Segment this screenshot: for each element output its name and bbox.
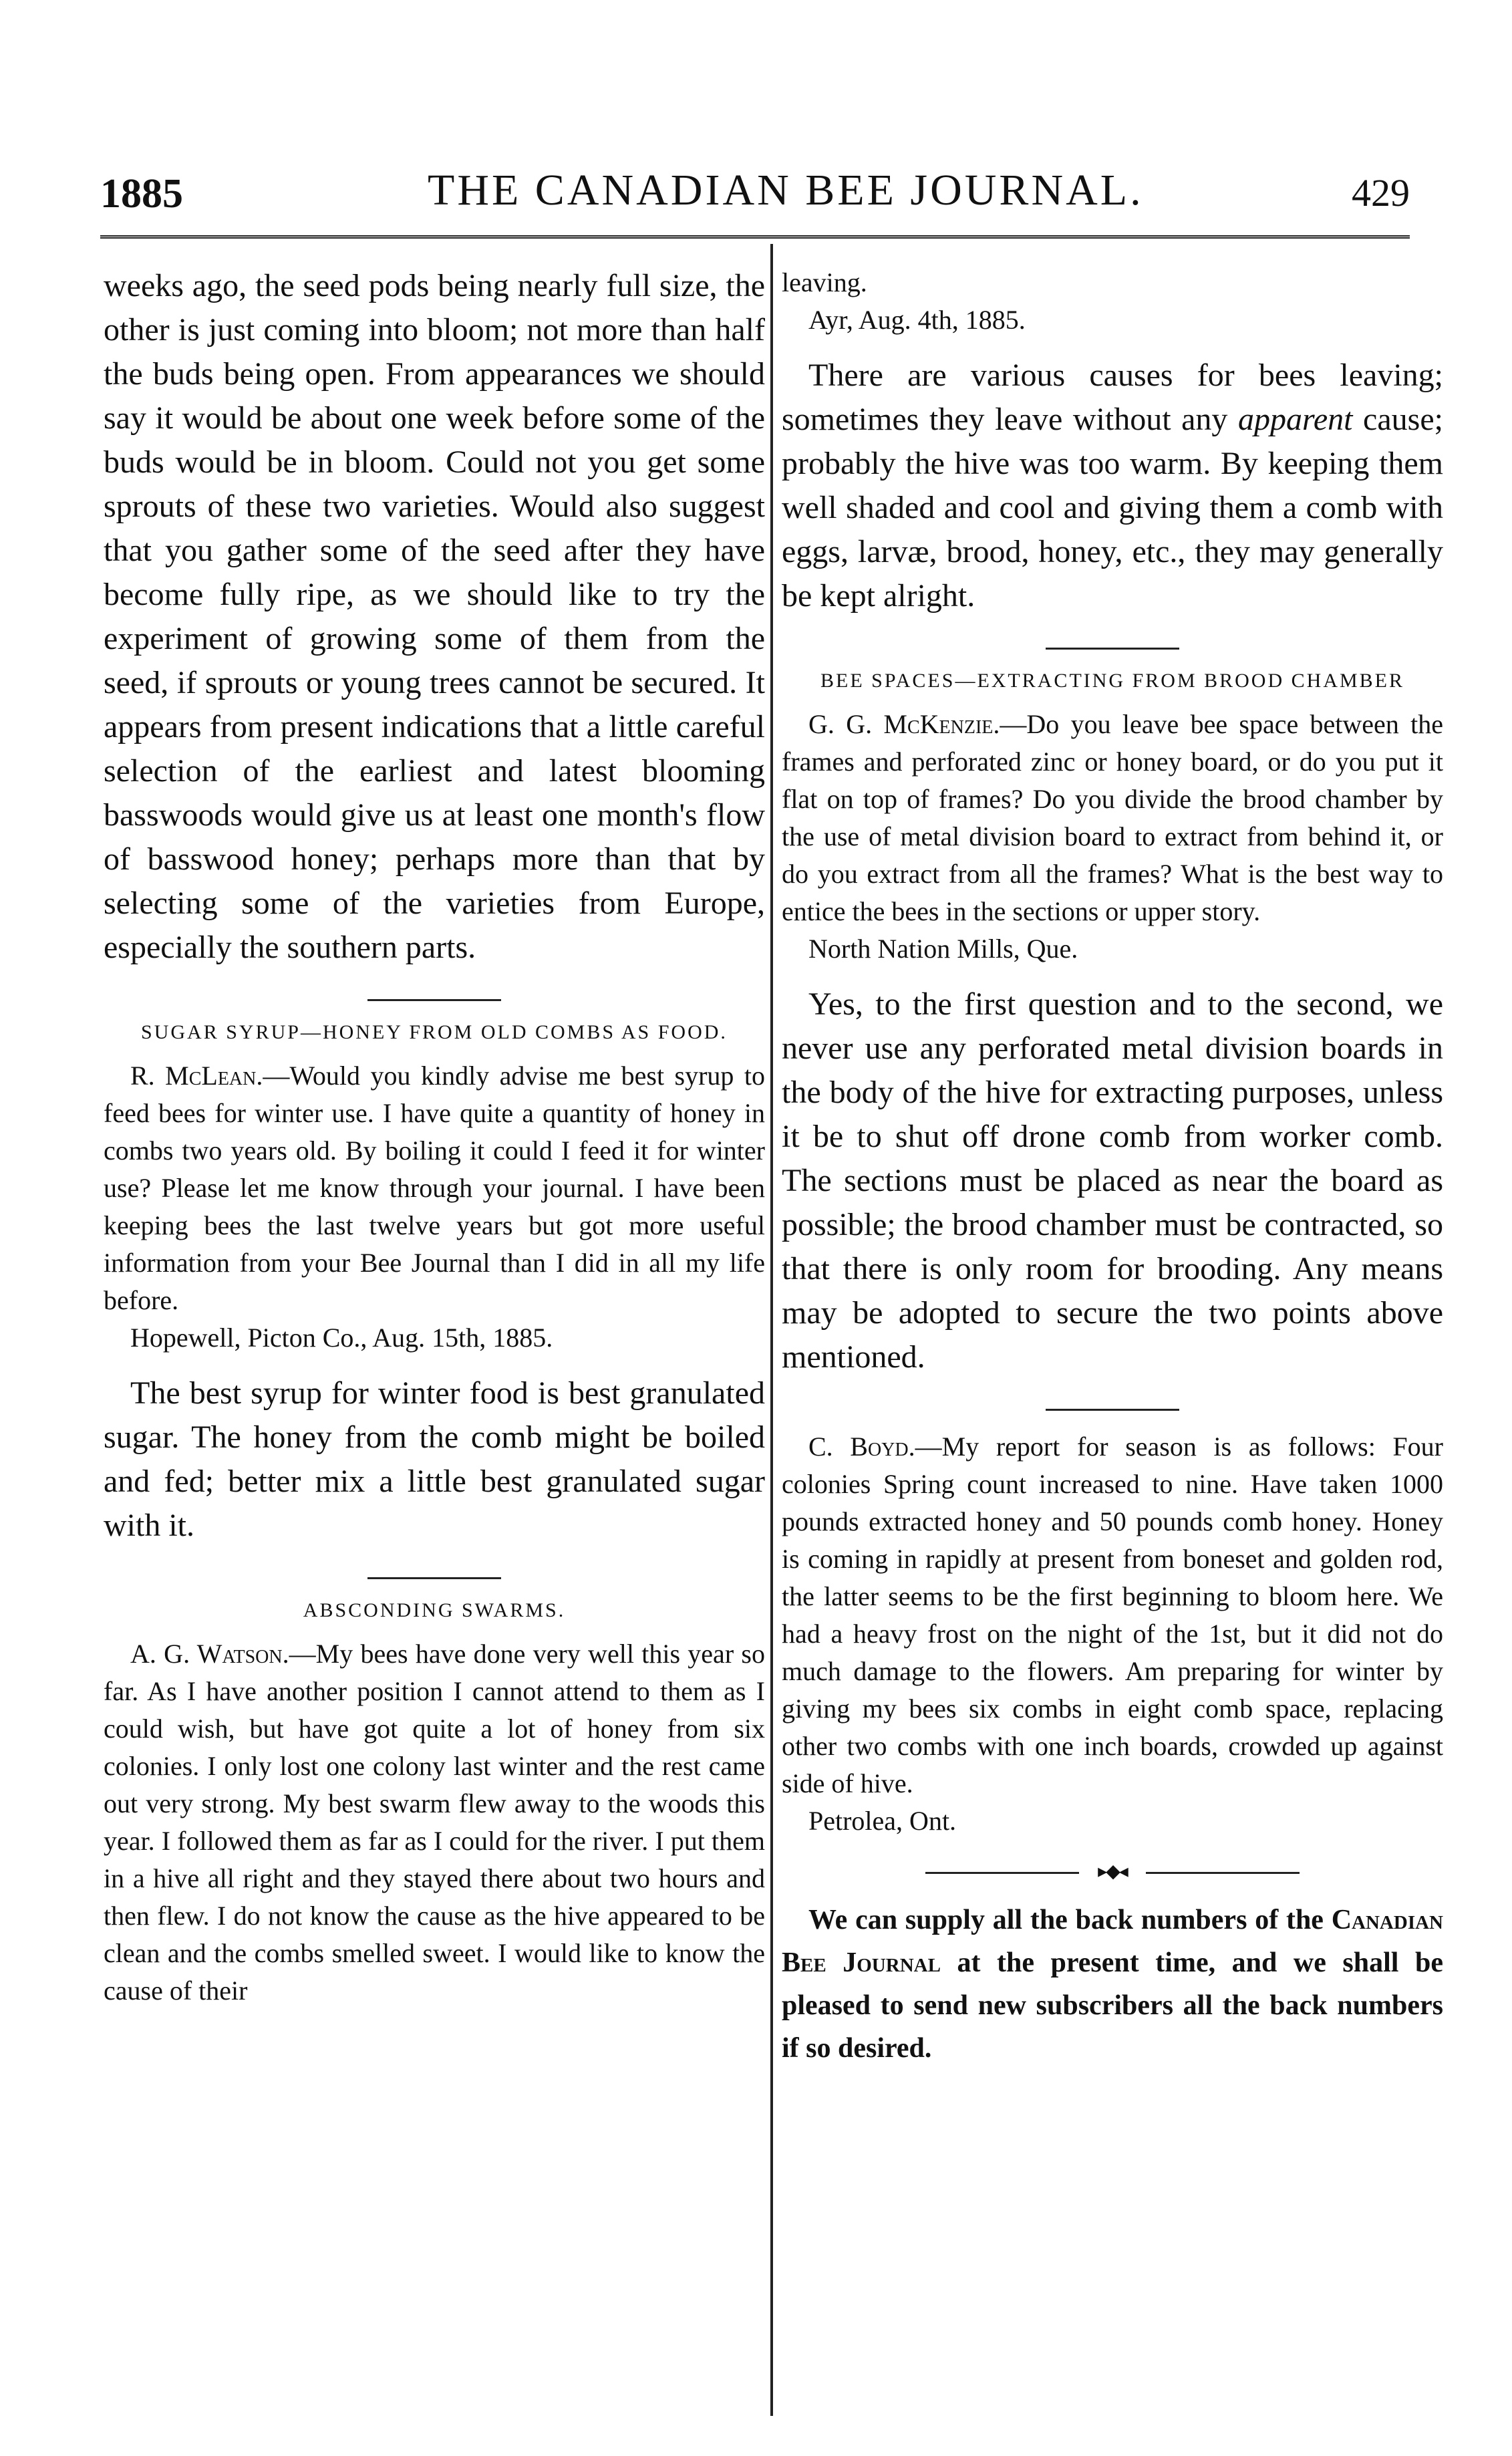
absconding-reply: There are various causes for bees leaving; sometimes they leave without any apparent cause; probably the hive was too warm. By keeping them well shaded and cool and giving them a comb with eggs, larvæ, brood, honey, etc., they may generally be kept alright. [782, 358, 1443, 613]
bee-spaces-letter [782, 706, 1443, 930]
continued-article-text: weeks ago, the seed pods being nearly full size, the other is just coming into bloom; not more than half the buds being open. From appearances we should say it would be about one week before some of the buds would be in bloom. Could not you get some sprouts of these two varieties. Would also suggest that you gather some of the seed after they have become fully ripe, as we should like to try the experiment of growing some of them from the seed, if sprouts or young trees cannot be secured. It appears from present indications that a little careful selection of the earliest and latest blooming basswoods would give us at least one month's flow of basswood honey; perhaps more than that by selecting some of the varieties from Europe, especially the southern parts. [104, 268, 765, 965]
journal-name: Canadian Bee Journal [782, 1905, 1443, 1978]
right-column [782, 264, 1443, 2070]
letter-body: —Would you kindly advise me best syrup to feed bees for winter use. I have quite a quantity of honey in combs two years old. By boiling it could I feed it for winter use? Please let me know through your journal. I have been keeping bees the last twelve years but got more useful information from your Bee Journal than I did in all my life before. [104, 1061, 765, 1315]
sugar-syrup-letter [104, 1057, 765, 1319]
letter-author: C. Boyd. [808, 1431, 915, 1462]
absconding-heading: ABSCONDING SWARMS. [303, 1599, 566, 1621]
bee-spaces-heading: BEE SPACES—EXTRACTING FROM BROOD CHAMBER [820, 670, 1404, 692]
letter-author: G. G. McKenzie. [808, 709, 1000, 739]
sugar-syrup-heading: SUGAR SYRUP—HONEY FROM OLD COMBS AS FOOD. [141, 1021, 728, 1043]
section-separator [367, 999, 501, 1001]
letter-body: —My report for season is as follows: Four colonies Spring count increased to nine. Have taken 1000 pounds extracted honey and 50 pounds comb honey. Honey is coming in rapidly at present from boneset and golden rod, the latter seems to be the first beginning to bloom here. We had a heavy frost on the night of the 1st, but it did not do much damage to the flowers. Am preparing for winter by giving my bees six combs in eight comb space, replacing other two combs with one inch boards, crowded up against side of hive. [782, 1431, 1443, 1798]
column-divider [770, 244, 773, 2416]
header-rule [100, 235, 1410, 239]
journal-title: THE CANADIAN BEE JOURNAL. [428, 166, 1144, 215]
absconding-place: Ayr, Aug. 4th, 1885. [808, 305, 1026, 335]
report-letter [782, 1428, 1443, 1802]
absconding-letter [104, 1635, 765, 2010]
continued-letter-text: leaving. [782, 267, 867, 297]
letter-body: —My bees have done very well this year so far. As I have another position I cannot attend to them as I could wish, but have got quite a lot of honey from six colonies. I only lost one colony last winter and the rest came out very strong. My best swarm flew away to the woods this year. I followed them as far as I could for the river. I put them in a hive all right and they stayed there about two hours and then flew. I do not know the cause as the hive appeared to be clean and the combs smelled sweet. I would like to know the cause of their [104, 1639, 765, 2006]
ornament-icon: ▸◆◂ [1079, 1860, 1146, 1883]
section-separator [367, 1577, 501, 1579]
sugar-syrup-reply: The best syrup for winter food is best granulated sugar. The honey from the comb might be boiled and fed; better mix a little best granulated sugar with it. [104, 1375, 765, 1543]
left-column [104, 264, 765, 2010]
letter-author: R. McLean. [130, 1061, 263, 1091]
letter-author: A. G. Watson. [130, 1639, 289, 1669]
section-separator [1046, 1409, 1179, 1411]
page-number: 429 [1352, 171, 1410, 215]
bee-spaces-reply: Yes, to the first question and to the second, we never use any perforated metal division boards in the body of the hive for extracting purposes, unless it be to shut off drone comb from worker comb. The sections must be placed as near the board as possible; the brood chamber must be contracted, so that there is only room for brooding. Any means may be adopted to secure the two points above mentioned. [782, 986, 1443, 1375]
report-place: Petrolea, Ont. [808, 1806, 957, 1836]
ornamental-rule [925, 1861, 1300, 1882]
bee-spaces-place: North Nation Mills, Que. [808, 934, 1078, 964]
back-numbers-notice: We can supply all the back numbers of the Canadian Bee Journal at the present time, and we shall be pleased to send new subscribers all the back numbers if so desired. [782, 1905, 1443, 2064]
sugar-syrup-place: Hopewell, Picton Co., Aug. 15th, 1885. [130, 1323, 553, 1353]
header-year: 1885 [100, 171, 183, 217]
page-header [100, 166, 1410, 231]
letter-body: —Do you leave bee space between the frames and perforated zinc or honey board, or do you put it flat on top of frames? Do you divide the brood chamber by the use of metal division board to extract from behind it, or do you extract from all the frames? What is the best way to entice the bees in the sections or upper story. [782, 709, 1443, 926]
section-separator [1046, 648, 1179, 650]
